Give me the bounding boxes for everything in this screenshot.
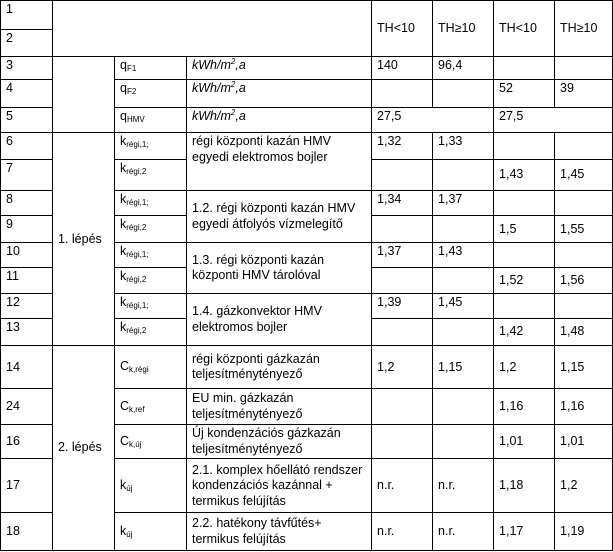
unit-tail: ,a [235,81,246,96]
value-cell: n.r. [433,513,494,551]
description-cell: régi központi gázkazán teljesítménytényező [187,345,372,389]
symbol: C [120,434,130,449]
value-cell: 1,2 [555,459,613,513]
value-cell: 1,2 [372,345,433,389]
symbol-subscript: régi,1; [126,198,149,208]
table-row [1,345,613,389]
value-cell [433,216,494,242]
value-cell [372,319,433,345]
value-cell: 1,37 [372,242,433,267]
unit-tail: ,a [235,108,246,123]
symbol-subscript: új [126,484,133,494]
unit: kWh/m [192,81,231,96]
description-cell: EU min. gázkazán teljesítménytényező [187,389,372,425]
symbol-cell [115,191,187,216]
value-cell: 1,16 [494,389,555,425]
description-cell: 1.2. régi központi kazán HMV egyedi átfolyós vízmelegítő [187,191,372,243]
value-cell: 1,32 [372,133,433,159]
symbol-cell [115,389,187,425]
value-cell: 1,15 [555,345,613,389]
symbol-cell [115,268,187,293]
unit: kWh/m [192,57,231,72]
value-cell [372,389,433,425]
value-cell [433,389,494,425]
value-cell [372,216,433,242]
symbol-cell [115,513,187,551]
row-number: 14 [1,345,53,389]
value-cell: 1,01 [555,424,613,459]
value-cell: 1,15 [433,345,494,389]
step-label: 1. lépés [53,133,115,345]
row-number: 13 [1,319,53,345]
step-blank-cell [53,56,115,132]
value-cell: 1,43 [433,242,494,267]
value-cell: n.r. [372,459,433,513]
step-label: 2. lépés [53,345,115,550]
row-number: 10 [1,242,53,267]
symbol-cell [115,159,187,191]
row-number: 4 [1,80,53,107]
value-cell: 1,34 [372,191,433,216]
table-row [1,56,613,79]
table-row [1,1,613,30]
value-cell [555,191,613,216]
value-cell [433,80,494,107]
symbol-subscript: k,régi [129,365,149,375]
header-col-2: TH≥10 [433,1,494,57]
symbol-subscript: régi,2 [126,275,147,285]
value-cell [372,159,433,191]
value-cell: 1,2 [494,345,555,389]
value-cell [494,191,555,216]
symbol: k [120,192,127,207]
value-cell [494,56,555,79]
row-number: 18 [1,513,53,551]
value-cell: n.r. [433,459,494,513]
value-cell [494,133,555,159]
unit-exponent: 2 [230,56,236,66]
value-cell: 1,18 [494,459,555,513]
symbol-subscript: F2 [126,87,137,97]
symbol-cell [115,424,187,459]
table-row [1,133,613,159]
value-cell: 1,48 [555,319,613,345]
symbol: k [120,478,127,493]
value-cell: 52 [494,80,555,107]
value-cell: 1,16 [555,389,613,425]
row-number: 12 [1,293,53,318]
value-cell [555,293,613,318]
symbol-subscript: új [126,530,133,540]
value-cell [494,293,555,318]
symbol: k [120,524,127,539]
value-cell [555,56,613,79]
header-col-1: TH<10 [372,1,433,57]
row-number: 5 [1,107,53,132]
description-cell: 2.1. komplex hőellátó rendszer kondenzációs kazánnal + termikus felújítás [187,459,372,513]
row-number: 7 [1,159,53,191]
symbol-cell [115,56,187,79]
value-cell-merged: 27,5 [494,107,613,132]
header-col-4: TH≥10 [555,1,613,57]
value-cell [494,242,555,267]
value-cell: 1,45 [555,159,613,191]
row-number: 9 [1,216,53,242]
symbol-cell [115,293,187,318]
symbol-cell [115,345,187,389]
symbol: k [120,269,127,284]
symbol: C [120,399,130,413]
symbol-subscript: régi,2 [126,326,147,336]
symbol-subscript: F1 [126,63,137,73]
value-cell: 1,56 [555,268,613,293]
row-number: 1 [1,1,53,30]
value-cell [555,242,613,267]
unit-cell [187,80,372,107]
value-cell: 1,45 [433,293,494,318]
symbol-subscript: régi,1; [126,140,149,150]
value-cell: n.r. [372,513,433,551]
value-cell: 39 [555,80,613,107]
symbol-cell [115,459,187,513]
symbol: k [120,160,127,175]
value-cell: 1,01 [494,424,555,459]
value-cell-merged: 27,5 [372,107,494,132]
value-cell [555,133,613,159]
value-cell: 1,42 [494,319,555,345]
value-cell [433,159,494,191]
row-number: 3 [1,56,53,79]
value-cell [372,80,433,107]
symbol: q [120,108,127,123]
symbol-subscript: régi,1; [126,300,149,310]
unit-exponent: 2 [230,107,236,117]
unit: kWh/m [192,108,231,123]
symbol-cell [115,319,187,345]
row-number: 16 [1,424,53,459]
unit-cell [187,56,372,79]
symbol-subscript: k,ref [129,405,145,414]
value-cell: 1,39 [372,293,433,318]
value-cell: 1,33 [433,133,494,159]
value-cell: 1,55 [555,216,613,242]
header-col-3: TH<10 [494,1,555,57]
symbol-cell [115,133,187,159]
value-cell: 1,17 [494,513,555,551]
symbol: k [120,217,127,232]
value-cell: 1,5 [494,216,555,242]
unit-cell [187,107,372,132]
description-cell: Új kondenzációs gázkazán teljesítménytényező [187,424,372,459]
symbol: q [120,81,127,96]
symbol-subscript: HMV [126,114,145,124]
value-cell [372,268,433,293]
value-cell [433,424,494,459]
row-number: 8 [1,191,53,216]
symbol: k [120,294,127,309]
symbol-cell [115,216,187,242]
symbol: q [120,57,127,72]
symbol-subscript: k,új [129,440,142,450]
symbol: k [120,320,127,335]
value-cell [433,268,494,293]
description-cell: 1.3. régi központi kazán központi HMV tárolóval [187,242,372,293]
value-cell: 1,19 [555,513,613,551]
symbol: k [120,134,127,149]
header-blank-cell [53,1,372,57]
value-cell [372,424,433,459]
value-cell: 140 [372,56,433,79]
symbol-cell [115,80,187,107]
description-cell: 1.4. gázkonvektor HMV elektromos bojler [187,293,372,345]
row-number: 2 [1,30,53,56]
value-cell: 1,43 [494,159,555,191]
description-cell: 2.2. hatékony távfűtés+ termikus felújítás [187,513,372,551]
value-cell: 1,52 [494,268,555,293]
symbol: C [120,359,130,374]
symbol-subscript: régi,2 [126,223,147,233]
symbol: k [120,243,127,258]
value-cell: 1,37 [433,191,494,216]
symbol-subscript: régi,2 [126,166,147,176]
row-number: 11 [1,268,53,293]
value-cell: 96,4 [433,56,494,79]
symbol-subscript: régi,1; [126,249,149,259]
unit-exponent: 2 [230,80,236,90]
value-cell [433,319,494,345]
row-number: 17 [1,459,53,513]
row-number: 6 [1,133,53,159]
symbol-cell [115,242,187,267]
description-cell: régi központi kazán HMV egyedi elektromos bojler [187,133,372,191]
unit-tail: ,a [235,57,246,72]
symbol-cell [115,107,187,132]
row-number: 24 [1,389,53,425]
